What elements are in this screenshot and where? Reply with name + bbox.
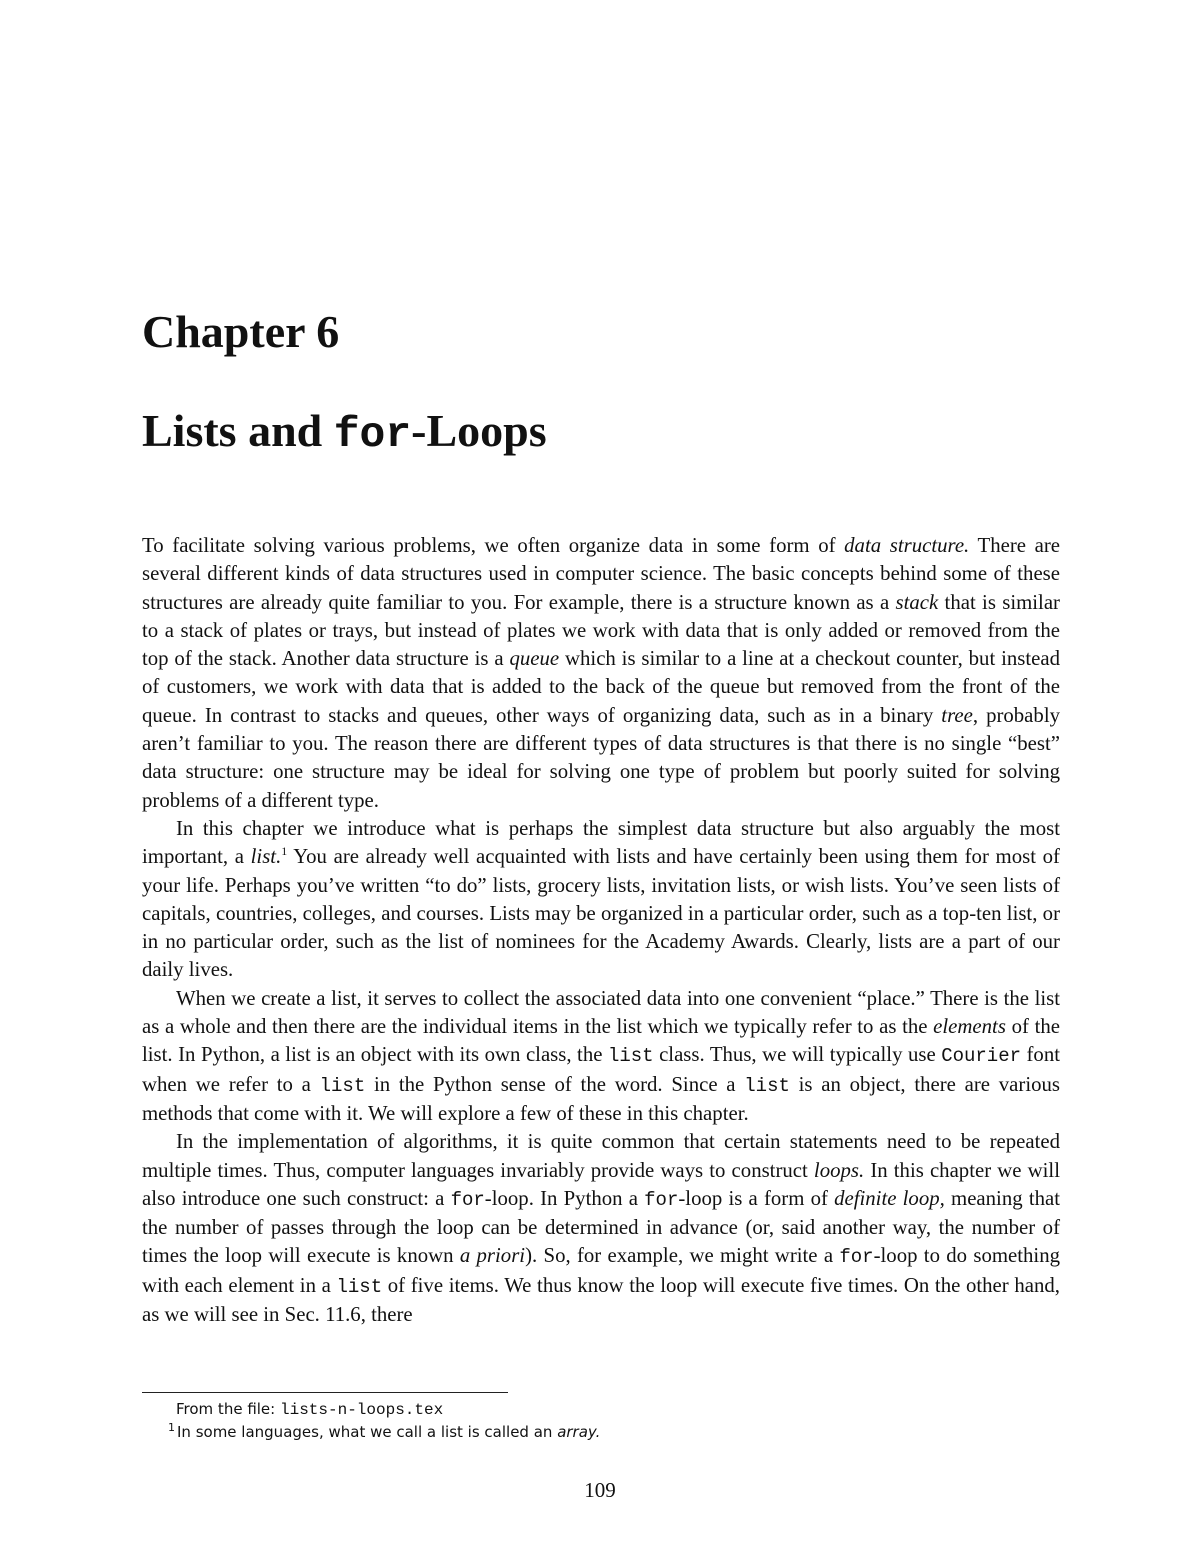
emphasis-text: elements (933, 1015, 1006, 1039)
chapter-title-suffix: -Loops (411, 405, 547, 456)
footnote-1-text: In some languages, what we call a list is called an (177, 1423, 558, 1441)
code-text: for (839, 1246, 874, 1269)
text-run: -loop is a form of (678, 1186, 835, 1210)
paragraph (142, 532, 1060, 815)
chapter-title-text: Lists and (142, 405, 334, 456)
emphasis-text: a priori (459, 1244, 526, 1268)
text-run: In the implementation of algorithms, it is quite common that certain statements need to be repeated multiple times. Thus, computer languages invariably provide ways to construct (142, 1130, 1060, 1182)
emphasis-text: stack (895, 590, 939, 614)
emphasis-text: data structure. (844, 534, 970, 557)
code-text: list (744, 1074, 790, 1097)
paragraph (142, 815, 1060, 985)
text-run: In this chapter we introduce what is perhaps the simplest data structure but also arguably the most important, a (142, 816, 1060, 869)
chapter-title (142, 402, 547, 464)
footnote-divider (142, 1392, 508, 1393)
emphasis-text: queue (509, 647, 560, 671)
code-text: list (336, 1275, 383, 1298)
text-run: -loop. In Python a (484, 1186, 645, 1210)
paragraph (142, 1128, 1060, 1329)
footnote-ref: 1 (281, 844, 288, 859)
emphasis-text: loops. (813, 1158, 865, 1182)
text-run: When we create a list, it serves to collect the associated data into one convenient “place.” There is the list as a whole and then there are the individual items in the list which we typically refer to as the (142, 986, 1060, 1039)
text-run: There are several different kinds of data structures used in computer science. The basic concepts behind some of these structures are already quite familiar to you. For example, there is a structure known as a (142, 534, 1060, 614)
page-number: 109 (584, 1478, 616, 1502)
paragraph (142, 985, 1060, 1128)
text-run: class. Thus, we will typically use (653, 1043, 942, 1067)
footnote-1 (168, 1421, 601, 1443)
text-run: font when we refer to a (142, 1043, 1061, 1096)
chapter-title-code: for (333, 410, 412, 459)
emphasis-text: tree (941, 703, 973, 727)
code-text: list (319, 1074, 366, 1097)
text-run: is an object, there are various methods that come with it. We will explore a few of these in this chapter. (142, 1072, 1060, 1125)
text-run: that is similar to a stack of plates or trays, but instead of plates we work with data that is only added or removed from the top of the stack. Another data structure is a (142, 590, 1060, 671)
text-run: of the list. In Python, a list is an object with its own class, the (142, 1015, 1060, 1067)
emphasis-text: list. (250, 845, 282, 869)
text-run: meaning that the number of passes through the loop can be determined in advance (or, said another way, the number of times the loop will execute is known (142, 1186, 1061, 1268)
text-run: -loop to do something with each element in a (142, 1244, 1061, 1297)
text-run: of five items. We thus know the loop will execute five times. On the other hand, as we will see in Sec. 11.6, there (142, 1273, 1060, 1327)
footnotes (168, 1398, 601, 1443)
footnote-1-marker: 1 (168, 1421, 175, 1434)
text-run: which is similar to a line at a checkout counter, but instead of customers, we work with data that is added to the back of the queue but removed from the front of the queue. In contrast to stacks and queues, other ways of organizing data, such as in a binary (142, 647, 1061, 727)
text-run: ). So, for example, we might write a (525, 1244, 840, 1268)
emphasis-text: definite loop, (834, 1186, 945, 1210)
footnote-source-prefix: From the file: (176, 1400, 280, 1418)
footnote-source (176, 1398, 600, 1421)
code-text: for (450, 1188, 485, 1211)
text-run: To facilitate solving various problems, we often organize data in some form of (142, 534, 845, 557)
code-text: for (644, 1188, 679, 1211)
chapter-body (142, 532, 1060, 1329)
code-text: Courier (941, 1045, 1022, 1068)
chapter-label: Chapter 6 (142, 306, 340, 357)
footnote-1-emphasis: array. (557, 1423, 601, 1441)
code-text: list (607, 1045, 654, 1068)
text-run: , probably aren’t familiar to you. The reason there are different types of data structures is that there is no single “best” data structure: one structure may be ideal for solving one type of problem but poorly suited for solving problems of a different type. (142, 703, 1060, 812)
footnote-source-file: lists-n-loops.tex (279, 1401, 444, 1419)
text-run: You are already well acquainted with lists and have certainly been using them for most of your life. Perhaps you’ve written “to do” lists, grocery lists, invitation lists, or wish lists. You’ve seen lists of capitals, countries, colleges, and courses. Lists may be organized in a particular order, such as a top-ten list, or in no particular order, such as the list of nominees for the Academy Awards. Clearly, lists are a part of our daily lives. (142, 845, 1060, 982)
text-run: In this chapter we will also introduce one such construct: a (142, 1158, 1060, 1210)
text-run: in the Python sense of the word. Since a (365, 1072, 745, 1096)
